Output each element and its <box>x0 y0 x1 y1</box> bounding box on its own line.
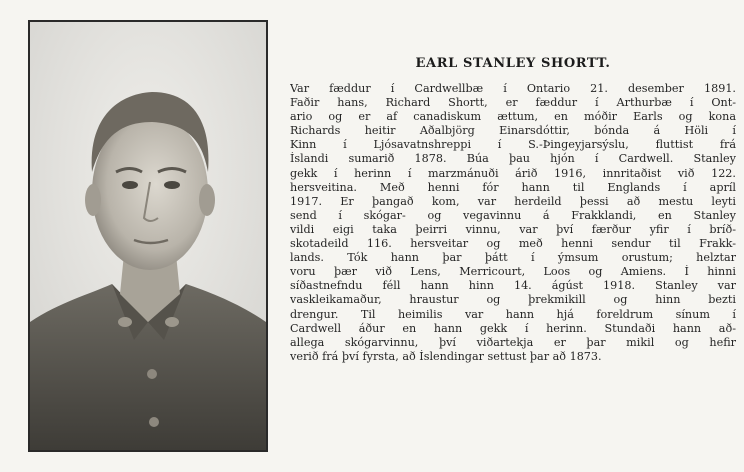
body-line: síðastnefndu féll hann hinn 14. ágúst 1918. Stanley var <box>290 279 736 293</box>
body-line: drengur. Til heimilis var hann hjá foreldrum sínum í <box>290 307 736 321</box>
article-body <box>290 82 736 364</box>
portrait-photo <box>28 20 268 452</box>
article-heading: EARL STANLEY SHORTT. <box>415 56 611 71</box>
body-line: Var fæddur í Cardwellbæ í Ontario 21. desember 1891. <box>290 82 736 95</box>
body-line: 1917. Er þangað kom, var herdeild þessi að mestu leyti <box>290 194 736 208</box>
body-line: lands. Tók hann þar þátt í ýmsum orustum; helztar <box>290 251 736 265</box>
body-line: Richards heitir Aðalbjörg Einarsdóttir, bónda á Höli í <box>290 124 736 138</box>
body-line: vildi eigi taka þeirri vinnu, var því færður yfir í bríð- <box>290 222 736 236</box>
body-line: ario og er af canadiskum ættum, en móðir Earls og kona <box>290 110 736 124</box>
body-line: Faðir hans, Richard Shortt, er fæddur í Arthurbæ í Ont- <box>290 96 736 110</box>
body-line: Íslandi sumarið 1878. Búa þau hjón í Cardwell. Stanley <box>290 152 736 166</box>
body-line: voru þær við Lens, Merricourt, Loos og Amiens. Í hinni <box>290 265 736 279</box>
body-line: Kinn í Ljósavatnshreppi í S.-Þingeyjarsýslu, fluttist frá <box>290 138 736 152</box>
body-line: verið frá því fyrsta, að Íslendingar settust þar að 1873. <box>290 349 602 363</box>
body-line: hersveitina. Með henni fór hann til Englands í apríl <box>290 180 736 194</box>
portrait-illustration <box>30 22 266 450</box>
body-line: Cardwell áður en hann gekk í herinn. Stundaði hann að- <box>290 321 736 335</box>
body-line: allega skógarvinnu, því viðartekja er þar mikil og hefir <box>290 335 736 349</box>
body-line: vaskleikamaður, hraustur og þrekmikill og hinn bezti <box>290 293 736 307</box>
body-line: skotadeild 116. hersveitar og með henni sendur til Frakk- <box>290 237 736 251</box>
body-line: gekk í herinn í marzmánuði árið 1916, innritaðist við 122. <box>290 166 736 180</box>
body-line: send í skógar- og vegavinnu á Frakklandi, en Stanley <box>290 208 736 222</box>
